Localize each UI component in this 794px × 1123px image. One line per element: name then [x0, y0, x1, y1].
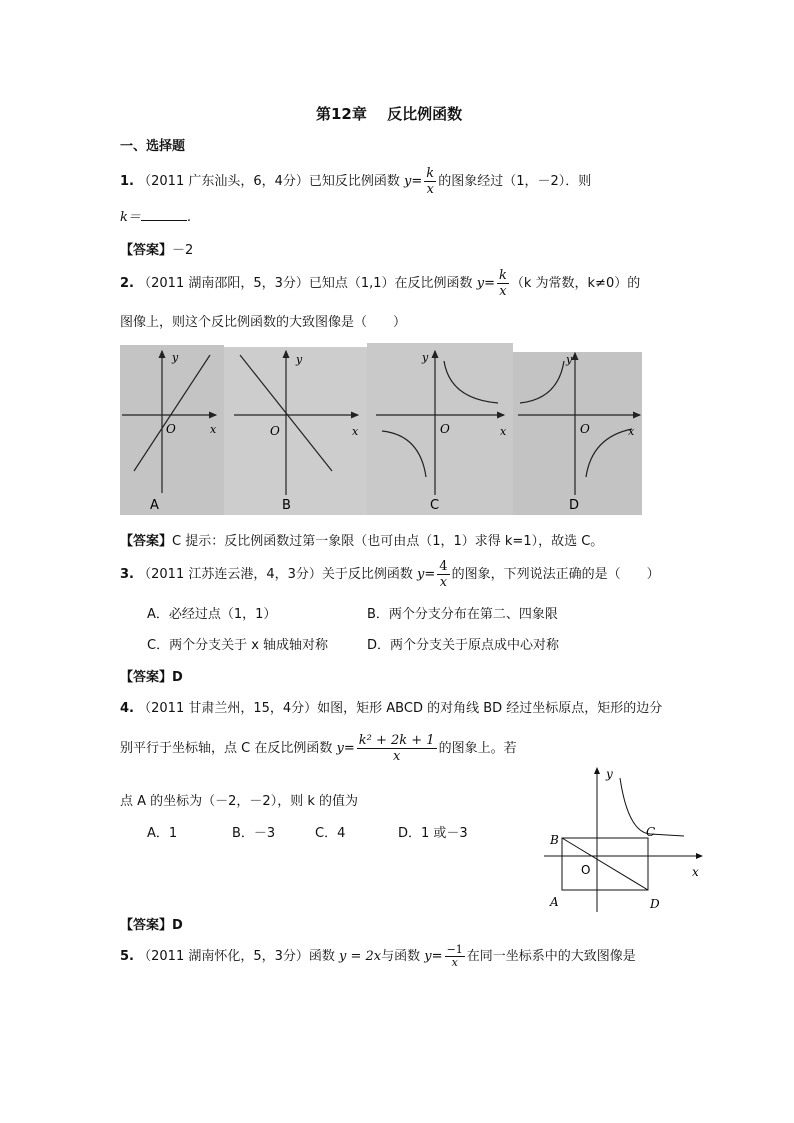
math-var: y	[424, 949, 432, 964]
answer-4	[120, 914, 183, 933]
math-eq: =	[431, 949, 443, 964]
question-text: （2011 江苏连云港，4，3分）关于反比例函数	[138, 567, 413, 582]
answer-3	[120, 666, 183, 685]
axis-y-label: y	[296, 353, 303, 366]
question-text: （2011 湖南邵阳，5，3分）已知点（1,1）在反比例函数	[138, 276, 473, 291]
question-text: 的图象，下列说法正确的是（ ）	[451, 567, 660, 582]
question-text: （2011 湖南怀化，5，3分）函数	[138, 949, 335, 964]
answer-1	[120, 239, 193, 258]
graph-label: D	[569, 498, 580, 513]
fraction: $\frac{4}{x}$	[439, 559, 448, 590]
graph-c	[376, 351, 507, 513]
question-4	[120, 697, 662, 716]
math-var: y	[404, 174, 412, 189]
answer-blank	[141, 208, 187, 221]
question-text: （k 为常数，k≠0）的	[510, 276, 641, 291]
fraction: $\frac{k}{x}$	[426, 166, 435, 197]
question-number: 2.	[120, 276, 134, 291]
axis-y-label: y	[422, 351, 429, 364]
math-var: y	[417, 567, 425, 582]
math-eq: =	[411, 174, 423, 189]
origin-label: O	[440, 422, 450, 436]
option-d: D．1 或－3	[398, 826, 468, 841]
fraction: $\frac{k}{x}$	[498, 268, 507, 299]
answer-value: D	[172, 918, 183, 933]
point-a-label: A	[550, 895, 559, 909]
fraction: $\frac{\text{k² + 2k + 1}}{x}$	[358, 733, 435, 764]
axis-x-label: x	[692, 865, 699, 879]
math-var: y	[476, 276, 485, 291]
question-2-line2: 图像上，则这个反比例函数的大致图像是（ ）	[120, 315, 407, 330]
option-a: A．必经过点（1，1）	[147, 607, 277, 622]
question-number: 3.	[120, 567, 134, 582]
answer-blank-line	[120, 206, 191, 225]
math-eq: =	[424, 567, 436, 582]
option-c: C．4	[315, 826, 346, 841]
question-2	[120, 268, 640, 299]
origin-label: O	[270, 424, 280, 438]
answer-value: D	[172, 670, 183, 685]
question-text: （2011 甘肃兰州，15，4分）如图，矩形 ABCD 的对角线 BD 经过坐标原点，矩形的边分	[138, 701, 663, 716]
question-number: 1.	[120, 174, 134, 189]
question-text: （2011 广东汕头，6，4分）已知反比例函数	[138, 174, 400, 189]
page-title: 第12章 反比例函数	[316, 105, 463, 123]
option-c: C．两个分支关于 x 轴成轴对称	[147, 638, 329, 653]
question-text: 的图象上。若	[438, 741, 517, 756]
option-b: B．－3	[232, 826, 276, 841]
math-label: k＝	[120, 210, 141, 225]
question-4-line3: 点 A 的坐标为（－2，－2），则 k 的值为	[120, 794, 358, 809]
answer-label: 【答案】	[120, 918, 173, 933]
axis-x-label: x	[628, 425, 635, 438]
answer-label: 【答案】	[120, 534, 173, 549]
answer-2	[120, 530, 603, 549]
question-number: 5.	[120, 949, 134, 964]
graph-label: C	[430, 498, 440, 513]
question-number: 4.	[120, 701, 134, 716]
graph-d	[518, 353, 640, 513]
math-eq: =	[484, 276, 495, 291]
option-d: D．两个分支关于原点成中心对称	[367, 638, 560, 653]
math-eq: =	[343, 741, 355, 756]
option-b: B．两个分支分布在第二、四象限	[367, 607, 558, 622]
section-heading: 一、选择题	[120, 139, 186, 154]
answer-value: C 提示：反比例函数过第一象限（也可由点（1，1）求得 k=1），故选 C。	[172, 534, 604, 549]
question-text: 别平行于坐标轴，点 C 在反比例函数	[120, 741, 333, 756]
point-b-label: B	[550, 833, 559, 847]
question-text: 在同一坐标系中的大致图像是	[466, 949, 636, 964]
option-a: A．1	[147, 826, 178, 841]
question-1	[120, 166, 591, 197]
question-text: 与函数	[381, 949, 421, 964]
axis-y-label: y	[566, 353, 573, 366]
graph-b	[234, 351, 359, 513]
axis-x-label: x	[352, 425, 359, 438]
math-expression: y = 2x	[339, 949, 382, 964]
answer-graphs	[120, 343, 642, 515]
answer-label: 【答案】	[120, 670, 173, 685]
point-c-label: C	[646, 825, 656, 839]
axis-x-label: x	[210, 423, 217, 436]
question-3	[120, 559, 660, 590]
graph-label: B	[282, 498, 291, 513]
point-d-label: D	[650, 897, 660, 911]
question-text: 的图象经过（1，－2）．则	[438, 174, 592, 189]
axis-x-label: x	[500, 425, 507, 438]
graph-a	[122, 351, 217, 513]
rectangle-figure	[540, 762, 710, 916]
question-5	[120, 944, 636, 970]
answer-value: －2	[172, 243, 194, 258]
origin-label: O	[580, 422, 590, 436]
axis-y-label: y	[172, 351, 179, 364]
axis-y-label: y	[606, 767, 613, 781]
fraction: $\frac{-1}{x}$	[446, 943, 463, 969]
period: .	[186, 210, 192, 225]
graph-label: A	[150, 498, 159, 513]
question-4-line2	[120, 733, 517, 764]
math-var: y	[336, 741, 344, 756]
answer-label: 【答案】	[120, 243, 173, 258]
origin-label: O	[166, 422, 176, 436]
origin-label: O	[581, 863, 591, 877]
